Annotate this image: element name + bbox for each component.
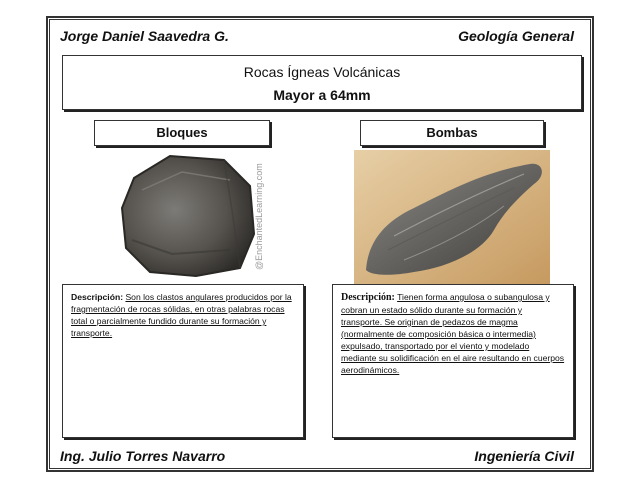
watermark xyxy=(254,163,264,270)
bombas-description xyxy=(332,284,574,438)
career-name: Ingeniería Civil xyxy=(474,448,574,464)
bloques-description xyxy=(62,284,304,438)
bomba-rock-image xyxy=(354,150,550,284)
bloques-desc-text: Son los clastos angulares producidos por la fragmentación de rocas sólidas, en otras palabras rocas total o parcialmente fundido durante su formación y transporte. xyxy=(71,292,292,338)
professor-name: Ing. Julio Torres Navarro xyxy=(60,448,226,464)
author-name: Jorge Daniel Saavedra G. xyxy=(60,28,229,44)
course-name: Geología General xyxy=(458,28,574,44)
title-size: Mayor a 64mm xyxy=(273,87,371,103)
bombas-desc-label: Descripción: xyxy=(341,292,395,303)
bloque-rock-image xyxy=(112,150,272,280)
title-box xyxy=(62,55,582,110)
bloques-desc-label: Descripción: xyxy=(71,292,124,302)
svg-text:@EnchantedLearning.com: @EnchantedLearning.com xyxy=(254,163,264,270)
title-main: Rocas Ígneas Volcánicas xyxy=(243,64,401,80)
bombas-desc-text: Tienen forma angulosa o subangulosa y cobran un estado sólido durante su formación y transporte. Se originan de pedazos de magma (normalmente de composición básica o intermedia) expulsado, transportado por el viento y modelado mediante su solidificación en el aire resultando en cuerpos aerodinámicos. xyxy=(341,292,565,375)
bloques-label: Bloques xyxy=(94,120,270,146)
bombas-label: Bombas xyxy=(360,120,544,146)
